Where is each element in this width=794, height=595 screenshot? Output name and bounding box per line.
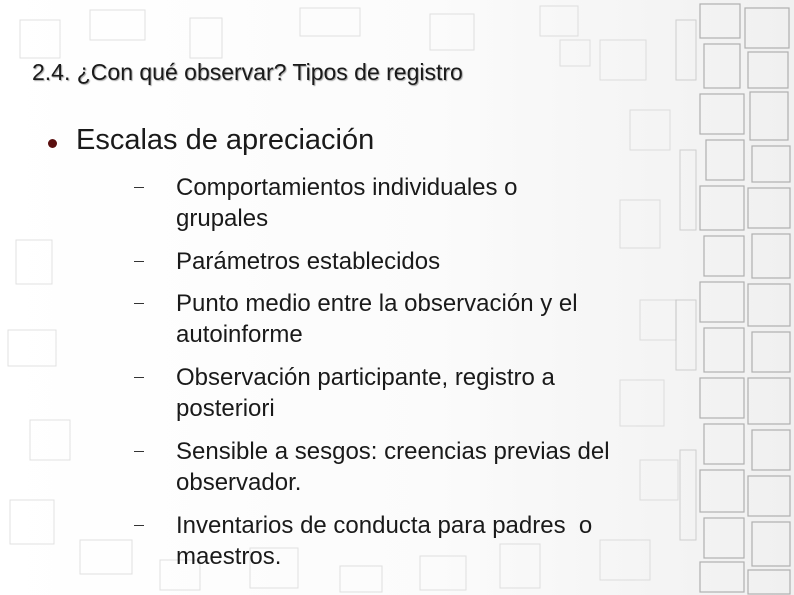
list-item <box>130 362 690 424</box>
list-item-text: Inventarios de conducta para padres o maestros. <box>176 512 599 570</box>
list-item-text: Parámetros establecidos <box>176 248 441 275</box>
list-item <box>130 172 690 234</box>
dash-bullet-icon <box>134 187 144 188</box>
dash-bullet-icon <box>134 525 144 526</box>
dash-bullet-icon <box>134 303 144 304</box>
slide-heading: Escalas de apreciación <box>76 124 375 156</box>
list-item-text: Punto medio entre la observación y el autoinforme <box>176 290 578 348</box>
list-item <box>130 288 690 350</box>
list-item <box>130 510 690 572</box>
dash-bullet-icon <box>134 377 144 378</box>
list-item-text: Comportamientos individuales o grupales <box>176 174 518 232</box>
dash-bullet-icon <box>134 261 144 262</box>
list-item-text: Observación participante, registro a posteriori <box>176 364 555 422</box>
dash-bullet-icon <box>134 451 144 452</box>
list-item-text: Sensible a sesgos: creencias previas del observador. <box>176 438 610 496</box>
bullet-dot-icon <box>48 139 57 148</box>
list-item <box>130 436 690 498</box>
bullet-level1 <box>48 124 374 157</box>
list-item <box>130 246 690 277</box>
slide-title: 2.4. ¿Con qué observar? Tipos de registro <box>32 59 463 85</box>
